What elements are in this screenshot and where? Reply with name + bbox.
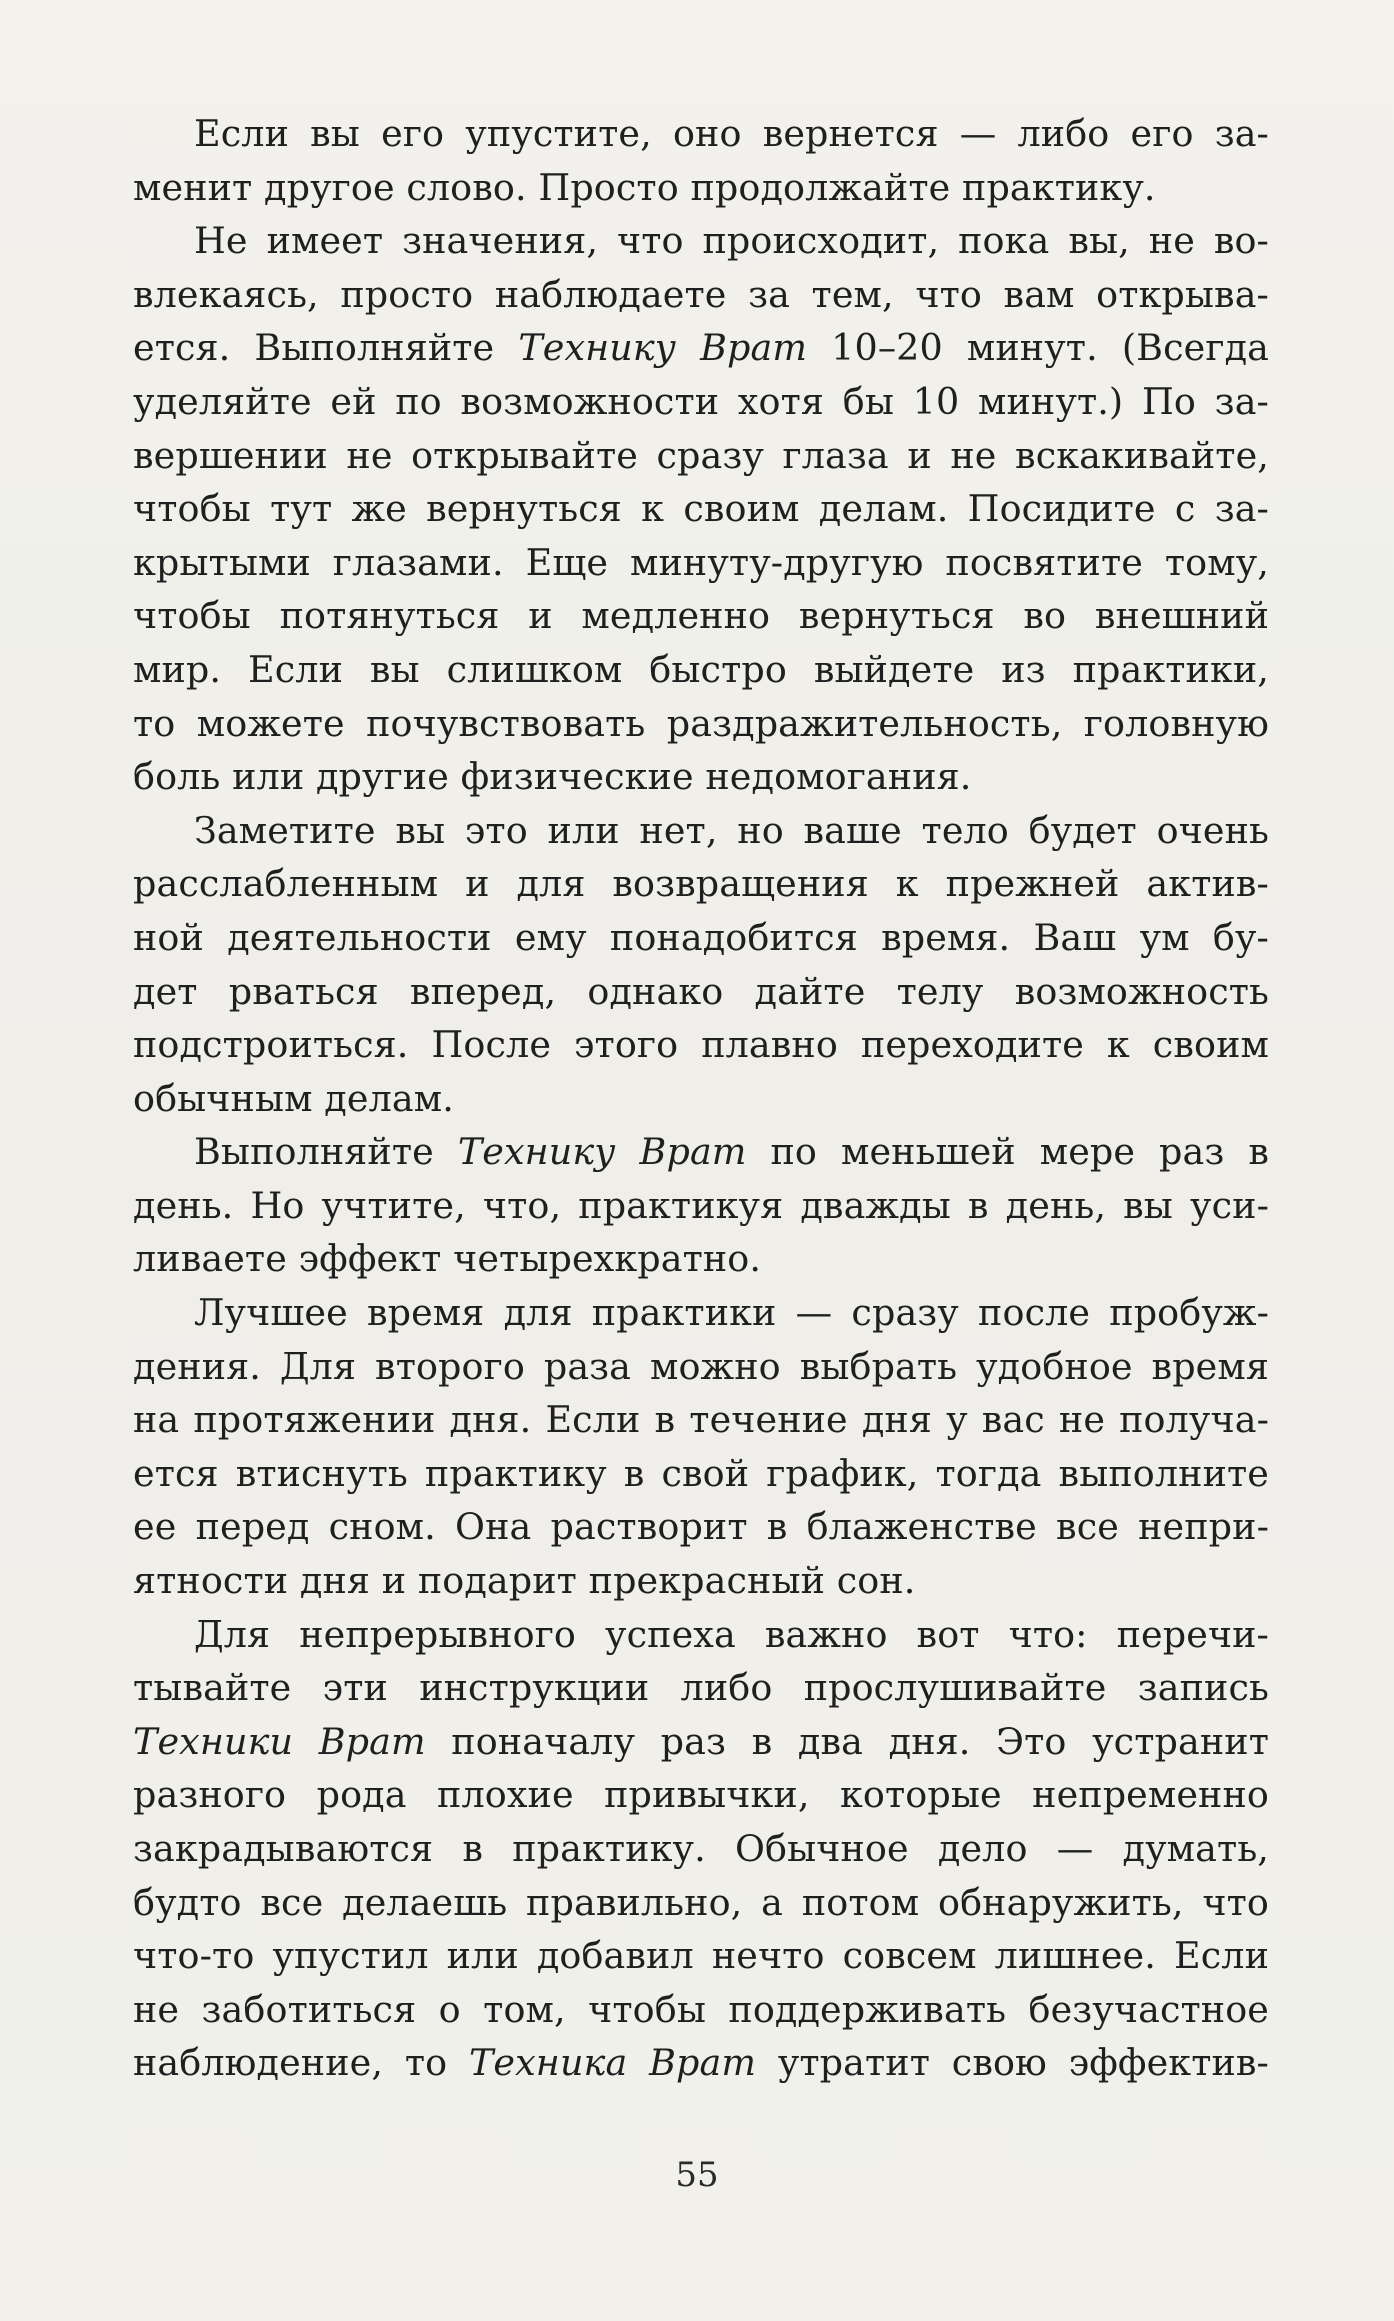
text-segment: Не имеет значения, что происходит, пока вы, не во- (194, 219, 1269, 263)
text-line (133, 1286, 1269, 1340)
text-segment: что-то упустил или добавил нечто совсем лишнее. Если (133, 1934, 1269, 1978)
text-segment: ливаете эффект четырехкратно. (133, 1237, 762, 1281)
text-line (133, 1983, 1269, 2037)
text-segment: чтобы потянуться и медленно вернуться во внешний (133, 594, 1269, 638)
text-line (133, 1929, 1269, 1983)
text-segment: Лучшее время для практики — сразу после пробуж- (194, 1291, 1269, 1335)
text-line (133, 429, 1269, 483)
italic-term: Технику Врат (518, 326, 808, 370)
text-segment: тывайте эти инструкции либо прослушивайте запись (133, 1666, 1269, 1710)
text-segment: обычным делам. (133, 1076, 454, 1120)
text-segment: разного рода плохие привычки, которые непременно (133, 1773, 1269, 1817)
text-line (133, 804, 1269, 858)
text-line (133, 965, 1269, 1019)
text-line (133, 536, 1269, 590)
text-segment: дения. Для второго раза можно выбрать удобное время (133, 1344, 1269, 1388)
text-line (133, 1661, 1269, 1715)
text-segment: поначалу раз в два дня. Это устранит (425, 1719, 1269, 1763)
text-line (133, 1608, 1269, 1662)
text-line (133, 857, 1269, 911)
text-segment: Заметите вы это или нет, но ваше тело будет очень (194, 808, 1269, 852)
text-segment: Если вы его упустите, оно вернется — либо его за- (194, 112, 1269, 155)
italic-term: Технику Врат (457, 1130, 747, 1174)
italic-term: Техника Врат (468, 2041, 757, 2085)
text-line (133, 214, 1269, 268)
text-line (133, 589, 1269, 643)
text-segment: дет рваться вперед, однако дайте телу возможность (133, 969, 1269, 1013)
page-number: 55 (675, 2155, 719, 2195)
text-segment: вершении не открывайте сразу глаза и не вскакивайте, (133, 433, 1269, 477)
text-segment: боль или другие физические недомогания. (133, 755, 972, 799)
text-segment: ее перед сном. Она растворит в блаженстве все непри- (133, 1505, 1269, 1549)
text-line (133, 1554, 1269, 1608)
text-line (133, 643, 1269, 697)
text-line (133, 911, 1269, 965)
text-segment: не заботиться о том, чтобы поддерживать безучастное (133, 1987, 1269, 2031)
text-line (133, 1340, 1269, 1394)
text-line (133, 2036, 1269, 2090)
text-segment: будто все делаешь правильно, а потом обнаружить, что (133, 1880, 1269, 1924)
text-line (133, 697, 1269, 751)
text-segment: утратит свою эффектив- (756, 2041, 1269, 2085)
text-segment: день. Но учтите, что, практикуя дважды в день, вы уси- (133, 1183, 1269, 1227)
text-line (133, 321, 1269, 375)
text-line (133, 1768, 1269, 1822)
text-segment: мир. Если вы слишком быстро выйдете из практики, (133, 647, 1269, 691)
text-line (133, 161, 1269, 215)
text-segment: ется. Выполняйте (133, 326, 519, 370)
body-text (133, 107, 1269, 2090)
text-line (133, 1179, 1269, 1233)
text-segment: по меньшей мере раз в (746, 1130, 1269, 1174)
text-line (133, 1018, 1269, 1072)
text-segment: то можете почувствовать раздражительность, головную (133, 701, 1269, 745)
text-segment: влекаясь, просто наблюдаете за тем, что вам открыва- (133, 272, 1269, 316)
text-line (133, 1876, 1269, 1930)
text-line (133, 1072, 1269, 1126)
text-segment: Выполняйте (194, 1130, 458, 1174)
text-segment: расслабленным и для возвращения к прежней актив- (133, 862, 1269, 906)
text-segment: ной деятельности ему понадобится время. Ваш ум бу- (133, 915, 1269, 959)
text-line (133, 1715, 1269, 1769)
text-segment: закрадываются в практику. Обычное дело — думать, (133, 1827, 1269, 1870)
italic-term: Техники Врат (133, 1719, 426, 1763)
text-line (133, 1500, 1269, 1554)
text-segment: крытыми глазами. Еще минуту-другую посвятите тому, (133, 540, 1269, 584)
text-segment: 10–20 минут. (Всегда (807, 326, 1269, 370)
text-segment: на протяжении дня. Если в течение дня у вас не получа- (133, 1398, 1269, 1442)
text-segment: уделяйте ей по возможности хотя бы 10 минут.) По за- (133, 379, 1269, 423)
text-line (133, 1822, 1269, 1876)
text-segment: ятности дня и подарит прекрасный сон. (133, 1559, 916, 1603)
text-segment: ется втиснуть практику в свой график, тогда выполните (133, 1451, 1269, 1495)
text-segment: подстроиться. После этого плавно переходите к своим (133, 1023, 1269, 1067)
text-segment: менит другое слово. Просто продолжайте практику. (133, 165, 1156, 209)
text-line (133, 268, 1269, 322)
text-segment: наблюдение, то (133, 2041, 469, 2085)
text-line (133, 107, 1269, 161)
text-line (133, 1125, 1269, 1179)
text-line (133, 1393, 1269, 1447)
text-line (133, 750, 1269, 804)
text-line (133, 1232, 1269, 1286)
text-line (133, 375, 1269, 429)
text-line (133, 1447, 1269, 1501)
text-segment: Для непрерывного успеха важно вот что: перечи- (194, 1612, 1269, 1656)
text-segment: чтобы тут же вернуться к своим делам. Посидите с за- (133, 487, 1269, 531)
text-line (133, 482, 1269, 536)
